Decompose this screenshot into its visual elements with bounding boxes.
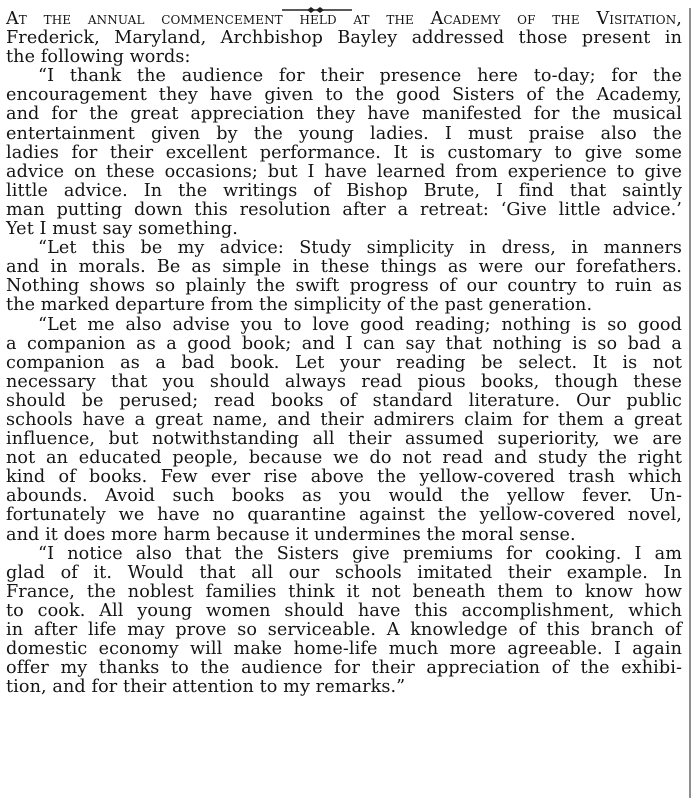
text-line: the following words: <box>6 47 191 68</box>
text-line: companion as a bad book. Let your reading be select. It is not <box>6 352 682 373</box>
text-line: a companion as a good book; and I can say that nothing is so bad a <box>6 333 682 354</box>
article-column <box>6 10 682 697</box>
text-line: Frederick, Maryland, Archbishop Bayley addressed those present in <box>6 28 682 49</box>
intro-paragraph <box>6 10 682 67</box>
text-line: tion, and for their attention to my remarks.” <box>6 677 406 698</box>
text-line: France, the noblest families think it not beneath them to know how <box>6 581 682 602</box>
text-line: abounds. Avoid such books as you would the yellow fever. Un- <box>6 486 682 507</box>
quote-paragraph-reading <box>6 316 682 545</box>
text-line: to cook. All young women should have this accomplishment, which <box>6 600 682 621</box>
text-line: the marked departure from the simplicity of the past generation. <box>6 295 593 316</box>
text-line: domestic economy will make home-life much more agreeable. I again <box>6 639 682 660</box>
text-line: and for the great appreciation they have manifested for the musical <box>6 104 682 125</box>
text-line: and in morals. Be as simple in these things as were our forefathers. <box>6 257 682 278</box>
text-line: “I thank the audience for their presence here to-day; for the <box>38 66 682 87</box>
text-line: should be perused; read books of standard literature. Our public <box>6 390 682 411</box>
text-line: man putting down this resolution after a retreat: ‘Give little advice.’ <box>6 199 682 220</box>
text-line: glad of it. Would that all our schools imitated their example. In <box>6 562 682 583</box>
text-line: not an educated people, because we do not read and study the right <box>6 448 682 469</box>
text-line: fortunately we have no quarantine against the yellow-covered novel, <box>6 505 682 526</box>
text-line: Yet I must say something. <box>6 219 238 240</box>
quote-paragraph-thanks <box>6 67 682 239</box>
text-line: At the annual commencement held at the Academy of the Visitation, <box>6 9 682 29</box>
text-line: schools have a great name, and their admirers claim for them a great <box>6 409 682 430</box>
text-line: necessary that you should always read pious books, though these <box>6 371 682 392</box>
text-line: ladies for their excellent performance. It is customary to give some <box>6 142 682 163</box>
text-line: influence, but notwithstanding all their assumed superiority, we are <box>6 429 682 450</box>
text-line: in after life may prove so serviceable. A knowledge of this branch of <box>6 620 682 640</box>
text-line: and it does more harm because it undermines the moral sense. <box>6 524 576 545</box>
column-rule <box>689 8 691 798</box>
text-line: “I notice also that the Sisters give premiums for cooking. I am <box>38 543 682 564</box>
text-line: Nothing shows so plainly the swift progress of our country to ruin as <box>6 276 682 297</box>
quote-paragraph-simplicity <box>6 239 682 315</box>
quote-paragraph-cooking <box>6 545 682 698</box>
text-line: “Let me also advise you to love good reading; nothing is so good <box>38 314 682 335</box>
text-line: entertainment given by the young ladies. I must praise also the <box>6 123 682 144</box>
text-line: advice on these occasions; but I have learned from experience to give <box>6 161 682 182</box>
text-line: kind of books. Few ever rise above the yellow-covered trash which <box>6 467 682 488</box>
text-line: encouragement they have given to the good Sisters of the Academy, <box>6 85 682 106</box>
text-line: “Let this be my advice: Study simplicity in dress, in manners <box>38 238 682 259</box>
text-line: offer my thanks to the audience for their appreciation of the exhibi- <box>6 658 682 679</box>
text-line: little advice. In the writings of Bishop Brute, I find that saintly <box>6 180 682 201</box>
